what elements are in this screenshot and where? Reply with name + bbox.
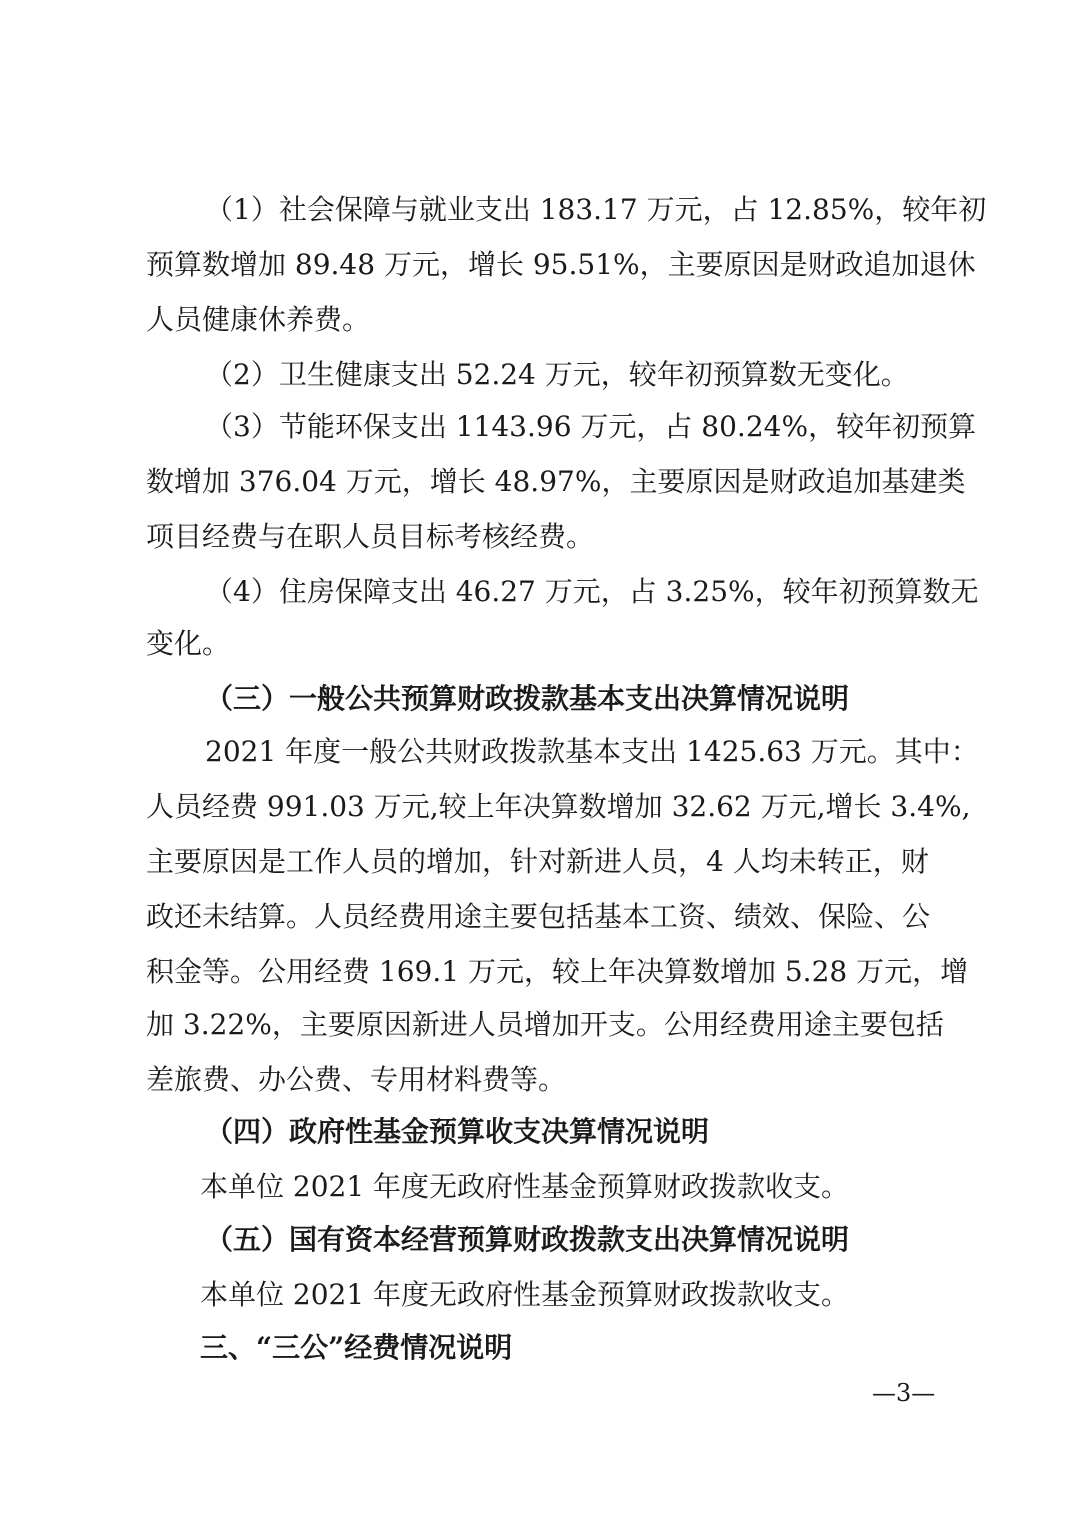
- page-number: —3—: [872, 1379, 936, 1407]
- section-3-para-line-3: 主要原因是工作人员的增加，针对新进人员，4 人均未转正，财: [146, 845, 929, 878]
- section-4-heading: （四）政府性基金预算收支决算情况说明: [205, 1115, 710, 1148]
- section-3-heading: （三）一般公共预算财政拨款基本支出决算情况说明: [205, 682, 850, 715]
- section-3-para-line-5: 积金等。公用经费 169.1 万元，较上年决算数增加 5.28 万元，增: [146, 955, 969, 988]
- item-1-line-3: 人员健康休养费。: [146, 303, 371, 336]
- item-4-line-2: 变化。: [146, 627, 231, 660]
- chapter-3-heading: 三、“三公”经费情况说明: [200, 1331, 513, 1364]
- item-1-line-2: 预算数增加 89.48 万元，增长 95.51%，主要原因是财政追加退休: [146, 248, 976, 281]
- section-3-para-line-4: 政还未结算。人员经费用途主要包括基本工资、绩效、保险、公: [146, 900, 931, 933]
- item-3-line-1: （3）节能环保支出 1143.96 万元，占 80.24%，较年初预算: [205, 410, 977, 443]
- item-3-line-2: 数增加 376.04 万元，增长 48.97%，主要原因是财政追加基建类: [146, 465, 966, 498]
- item-2-line-1: （2）卫生健康支出 52.24 万元，较年初预算数无变化。: [205, 358, 909, 391]
- section-5-para: 本单位 2021 年度无政府性基金预算财政拨款收支。: [200, 1278, 850, 1311]
- section-4-para: 本单位 2021 年度无政府性基金预算财政拨款收支。: [200, 1170, 850, 1203]
- section-5-heading: （五）国有资本经营预算财政拨款支出决算情况说明: [205, 1223, 850, 1256]
- section-3-para-line-2: 人员经费 991.03 万元,较上年决算数增加 32.62 万元,增长 3.4%,: [146, 790, 971, 823]
- section-3-para-line-7: 差旅费、办公费、专用材料费等。: [146, 1063, 567, 1096]
- item-3-line-3: 项目经费与在职人员目标考核经费。: [146, 520, 595, 553]
- section-3-para-line-1: 2021 年度一般公共财政拨款基本支出 1425.63 万元。其中：: [205, 735, 979, 768]
- section-3-para-line-6: 加 3.22%，主要原因新进人员增加开支。公用经费用途主要包括: [146, 1008, 944, 1041]
- item-4-line-1: （4）住房保障支出 46.27 万元，占 3.25%，较年初预算数无: [205, 575, 979, 608]
- item-1-line-1: （1）社会保障与就业支出 183.17 万元，占 12.85%，较年初: [205, 193, 987, 226]
